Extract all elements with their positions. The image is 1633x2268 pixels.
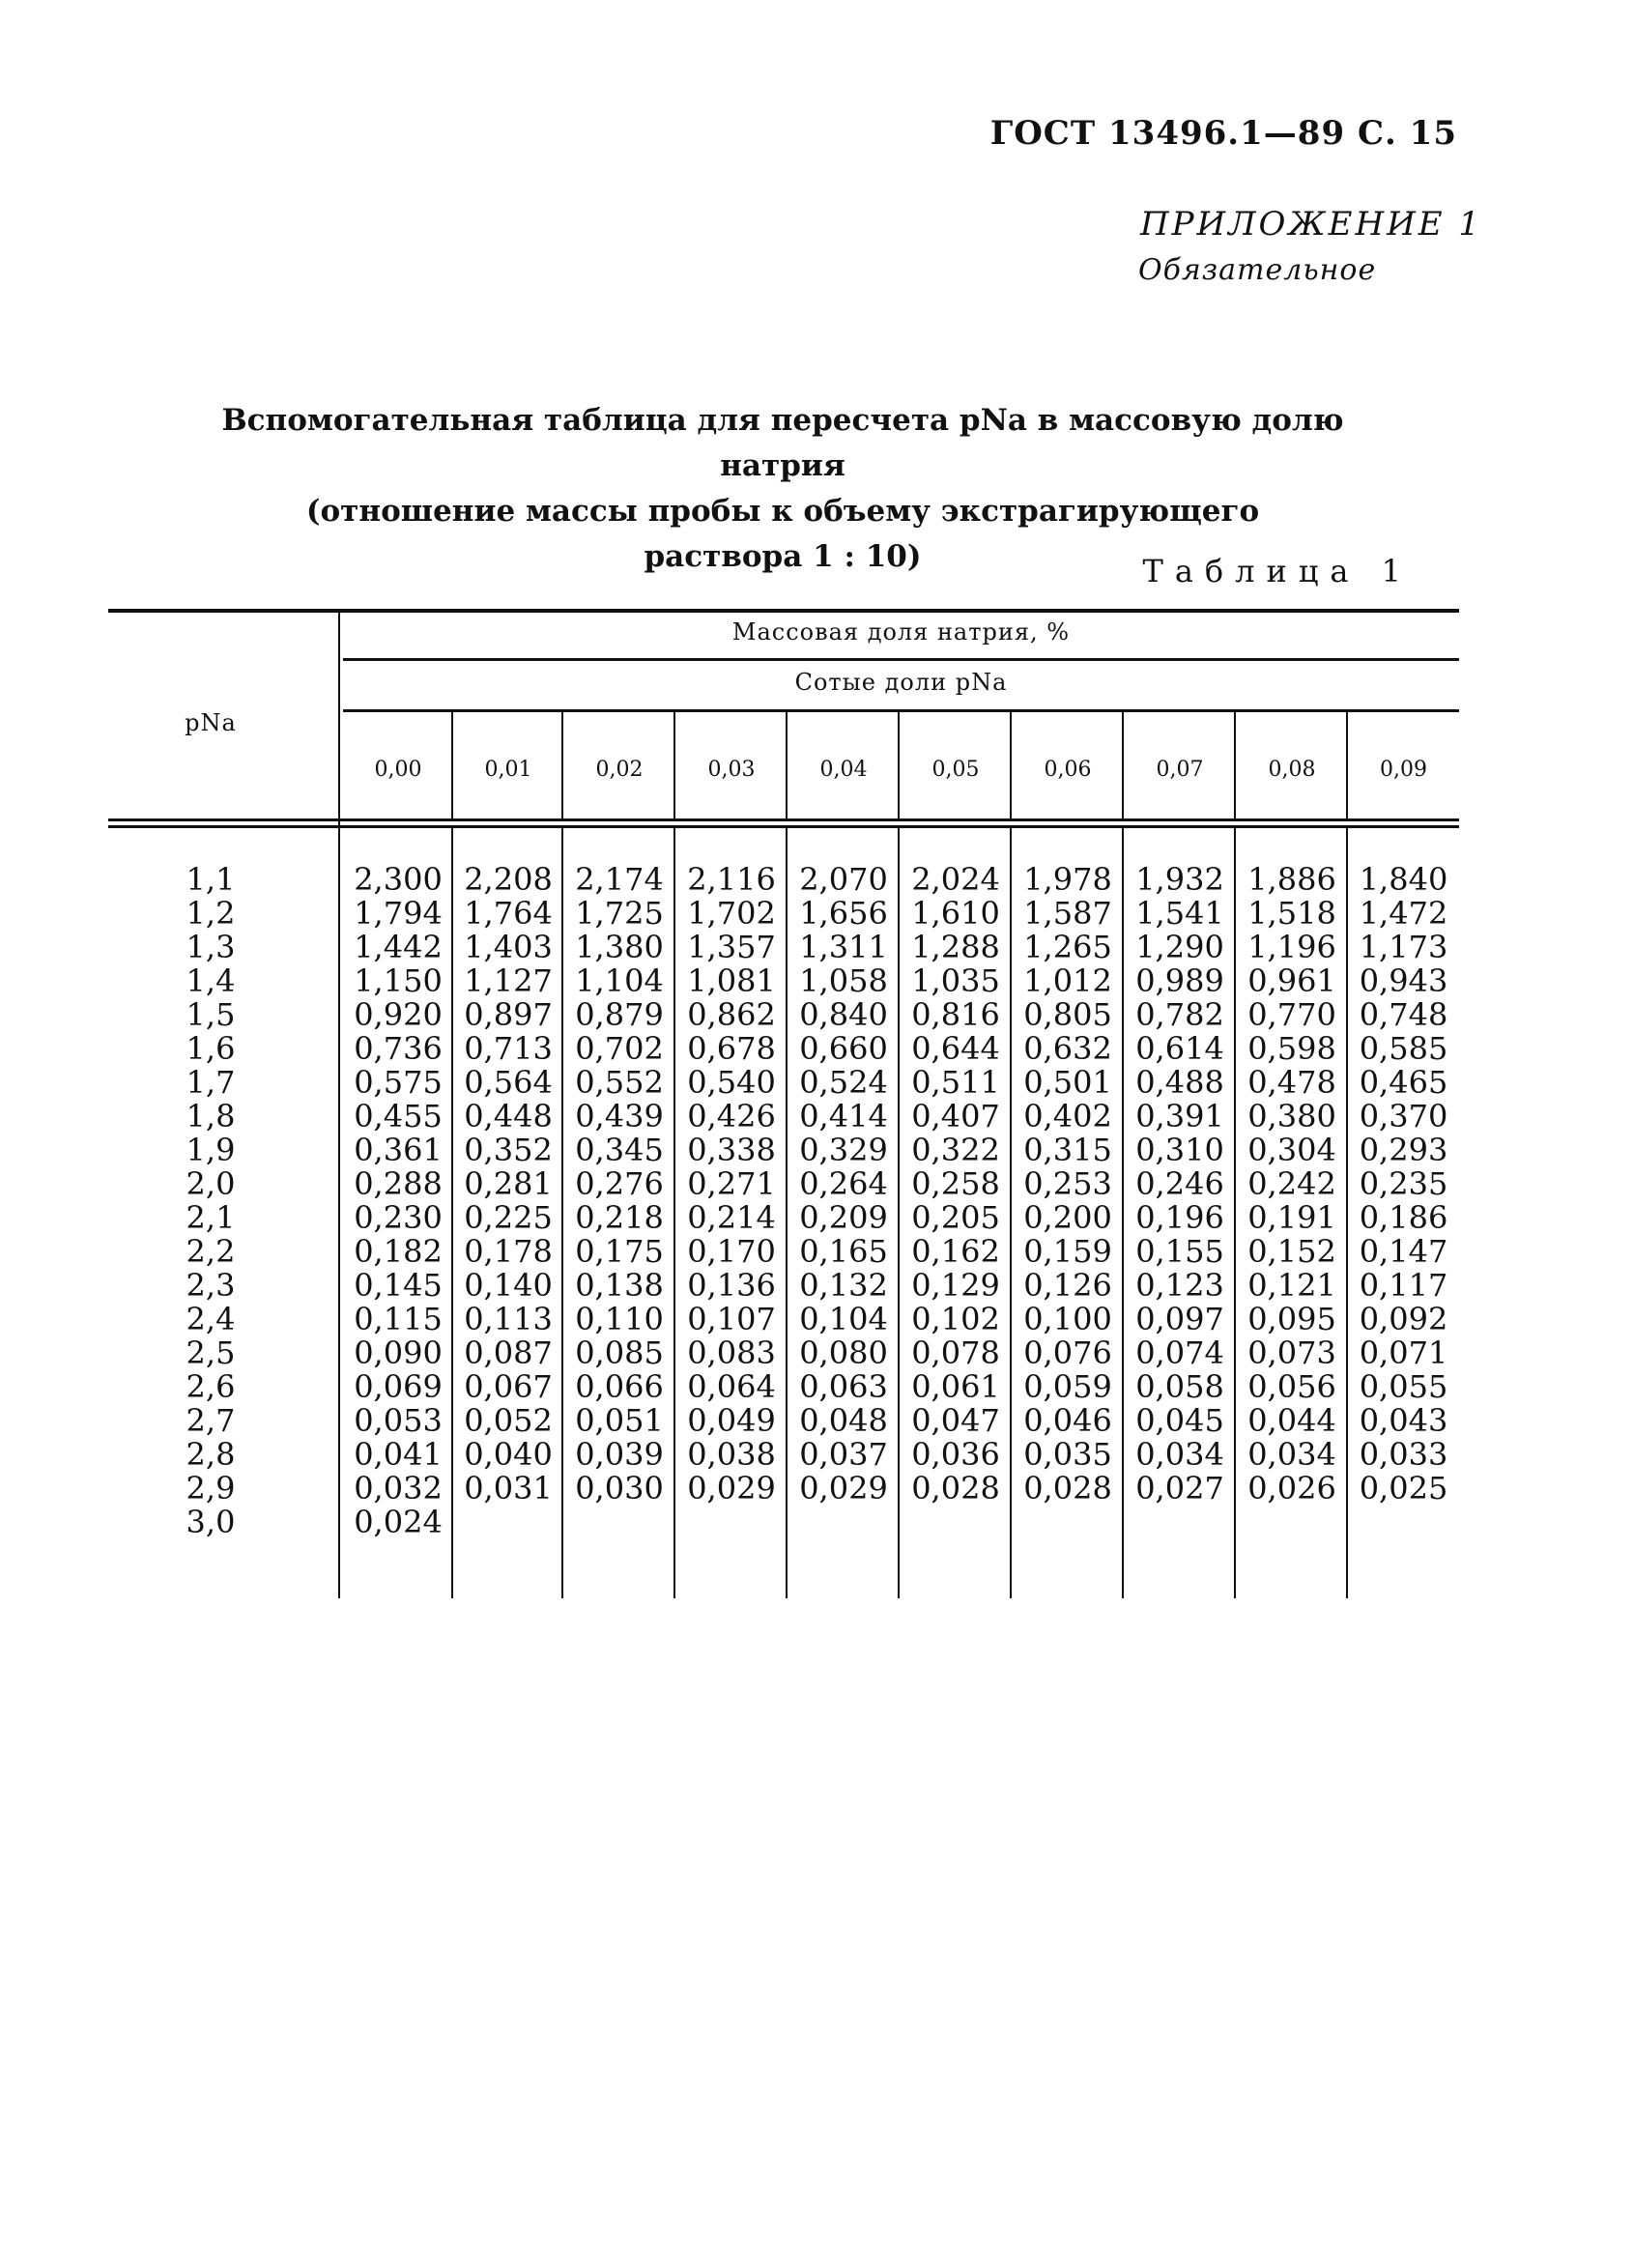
table-cell: 0,329 xyxy=(799,1132,888,1168)
table-cell: 0,024 xyxy=(354,1504,443,1540)
table-cell: 0,076 xyxy=(1023,1335,1112,1371)
column-header: 0,06 xyxy=(1044,758,1092,782)
table-cell: 0,205 xyxy=(911,1199,1000,1236)
table-cell: 0,100 xyxy=(1023,1301,1112,1337)
value-column xyxy=(563,863,675,1539)
table-cell: 1,104 xyxy=(575,962,664,999)
table-cell: 1,702 xyxy=(687,895,776,932)
table-cell: 0,575 xyxy=(354,1064,443,1101)
table-cell: 0,465 xyxy=(1359,1064,1448,1101)
pna-cell: 2,7 xyxy=(186,1402,236,1439)
table-cell: 0,061 xyxy=(911,1368,1000,1405)
table-cell: 1,656 xyxy=(799,895,888,932)
table-cell: 0,107 xyxy=(687,1301,776,1337)
table-cell: 0,276 xyxy=(575,1165,664,1202)
table-cell: 0,943 xyxy=(1359,962,1448,999)
subheader-rule xyxy=(343,709,1459,712)
table-cell: 0,051 xyxy=(575,1402,664,1439)
table-cell: 1,794 xyxy=(354,895,443,932)
table-cell: 1,290 xyxy=(1135,929,1224,965)
table-cell xyxy=(1124,1506,1236,1539)
table-cell: 0,047 xyxy=(911,1402,1000,1439)
table-cell: 0,310 xyxy=(1135,1132,1224,1168)
pna-header: pNa xyxy=(185,709,237,736)
table-cell: 1,587 xyxy=(1023,895,1112,932)
table-cell: 0,095 xyxy=(1247,1301,1336,1337)
table-cell: 0,049 xyxy=(687,1402,776,1439)
table-cell: 0,140 xyxy=(464,1267,553,1304)
table-cell: 0,162 xyxy=(911,1233,1000,1270)
table-cell: 0,083 xyxy=(687,1335,776,1371)
table-cell: 1,472 xyxy=(1359,895,1448,932)
table-cell: 0,644 xyxy=(911,1030,1000,1067)
table-cell: 1,403 xyxy=(464,929,553,965)
table-cell: 0,439 xyxy=(575,1098,664,1134)
table-cell: 0,113 xyxy=(464,1301,553,1337)
table-cell: 0,039 xyxy=(575,1436,664,1473)
title-line-1: Вспомогательная таблица для пересчета pNa в массовую долю натрия xyxy=(221,403,1344,483)
table-cell: 0,129 xyxy=(911,1267,1000,1304)
pna-cell: 3,0 xyxy=(186,1504,236,1540)
table-cell: 0,069 xyxy=(354,1368,443,1405)
table-cell: 1,380 xyxy=(575,929,664,965)
table-cell: 0,035 xyxy=(1023,1436,1112,1473)
pna-values-column xyxy=(162,863,259,1539)
table-cell: 0,840 xyxy=(799,996,888,1033)
table-cell: 0,038 xyxy=(687,1436,776,1473)
table-cell: 0,782 xyxy=(1135,996,1224,1033)
table-cell: 1,541 xyxy=(1135,895,1224,932)
table-cell: 0,196 xyxy=(1135,1199,1224,1236)
table-cell: 0,345 xyxy=(575,1132,664,1168)
table-cell: 0,632 xyxy=(1023,1030,1112,1067)
group-header: Массовая доля натрия, % xyxy=(731,618,1071,646)
table-cell: 2,174 xyxy=(575,861,664,898)
table-cell: 0,045 xyxy=(1135,1402,1224,1439)
table-cell: 0,063 xyxy=(799,1368,888,1405)
table-cell: 1,886 xyxy=(1247,861,1336,898)
table-cell: 1,081 xyxy=(687,962,776,999)
table-cell: 0,026 xyxy=(1247,1470,1336,1507)
table-cell: 0,678 xyxy=(687,1030,776,1067)
table-cell: 0,126 xyxy=(1023,1267,1112,1304)
table-cell: 0,046 xyxy=(1023,1402,1112,1439)
table-cell: 1,035 xyxy=(911,962,1000,999)
pna-cell: 2,3 xyxy=(186,1267,236,1304)
value-column xyxy=(1348,863,1459,1539)
value-column xyxy=(1012,863,1124,1539)
table-cell: 0,264 xyxy=(799,1165,888,1202)
table-cell: 0,209 xyxy=(799,1199,888,1236)
table-cell: 0,315 xyxy=(1023,1132,1112,1168)
table-cell: 0,805 xyxy=(1023,996,1112,1033)
table-cell: 1,127 xyxy=(464,962,553,999)
table-cell: 0,085 xyxy=(575,1335,664,1371)
table-cell: 1,357 xyxy=(687,929,776,965)
table-cell: 0,488 xyxy=(1135,1064,1224,1101)
pna-cell: 1,6 xyxy=(186,1030,236,1067)
table-cell: 1,058 xyxy=(799,962,888,999)
table-cell: 0,056 xyxy=(1247,1368,1336,1405)
table-cell: 1,265 xyxy=(1023,929,1112,965)
pna-cell: 2,4 xyxy=(186,1301,236,1337)
table-cell: 0,087 xyxy=(464,1335,553,1371)
table-cell: 0,218 xyxy=(575,1199,664,1236)
table-cell: 0,110 xyxy=(575,1301,664,1337)
table-cell: 0,989 xyxy=(1135,962,1224,999)
table-cell: 0,200 xyxy=(1023,1199,1112,1236)
table-cell: 0,564 xyxy=(464,1064,553,1101)
table-cell: 0,862 xyxy=(687,996,776,1033)
table-cell: 0,736 xyxy=(354,1030,443,1067)
pna-cell: 2,6 xyxy=(186,1368,236,1405)
table-cell: 0,253 xyxy=(1023,1165,1112,1202)
table-cell: 0,053 xyxy=(354,1402,443,1439)
table-cell: 0,030 xyxy=(575,1470,664,1507)
pna-cell: 1,9 xyxy=(186,1132,236,1168)
table-cell: 0,748 xyxy=(1359,996,1448,1033)
table-cell: 0,102 xyxy=(911,1301,1000,1337)
group-header-rule xyxy=(343,658,1459,661)
table-cell: 0,138 xyxy=(575,1267,664,1304)
appendix-status: Обязательное xyxy=(1138,253,1377,287)
table-cell: 0,370 xyxy=(1359,1098,1448,1134)
table-cell: 0,281 xyxy=(464,1165,553,1202)
pna-cell: 1,7 xyxy=(186,1064,236,1101)
table-cell: 0,352 xyxy=(464,1132,553,1168)
table-cell: 0,025 xyxy=(1359,1470,1448,1507)
table-cell: 0,147 xyxy=(1359,1233,1448,1270)
table-cell: 0,426 xyxy=(687,1098,776,1134)
table-cell: 0,501 xyxy=(1023,1064,1112,1101)
pna-column-divider xyxy=(338,613,340,1598)
table-cell: 0,145 xyxy=(354,1267,443,1304)
table-cell: 1,932 xyxy=(1135,861,1224,898)
table-cell: 0,028 xyxy=(911,1470,1000,1507)
header-bottom-rule-2 xyxy=(108,825,1459,828)
table-cell: 0,055 xyxy=(1359,1368,1448,1405)
table-cell: 1,173 xyxy=(1359,929,1448,965)
table-cell: 0,071 xyxy=(1359,1335,1448,1371)
table-cell: 0,225 xyxy=(464,1199,553,1236)
table-cell: 0,043 xyxy=(1359,1402,1448,1439)
table-cell: 0,034 xyxy=(1247,1436,1336,1473)
table-cell: 1,288 xyxy=(911,929,1000,965)
table-cell: 0,052 xyxy=(464,1402,553,1439)
table-cell: 0,288 xyxy=(354,1165,443,1202)
table-cell: 0,028 xyxy=(1023,1470,1112,1507)
table-cell: 0,155 xyxy=(1135,1233,1224,1270)
column-header: 0,01 xyxy=(484,758,532,782)
header-bottom-rule xyxy=(108,818,1459,821)
table-cell: 1,196 xyxy=(1247,929,1336,965)
table-cell: 1,725 xyxy=(575,895,664,932)
pna-cell: 2,0 xyxy=(186,1165,236,1202)
table-cell: 0,034 xyxy=(1135,1436,1224,1473)
table-cell: 2,208 xyxy=(464,861,553,898)
table-cell: 0,293 xyxy=(1359,1132,1448,1168)
table-cell xyxy=(788,1506,900,1539)
table-cell: 0,702 xyxy=(575,1030,664,1067)
table-cell: 1,610 xyxy=(911,895,1000,932)
table-cell: 1,840 xyxy=(1359,861,1448,898)
table-cell: 0,511 xyxy=(911,1064,1000,1101)
pna-cell: 2,2 xyxy=(186,1233,236,1270)
table-cell: 0,246 xyxy=(1135,1165,1224,1202)
table-cell: 0,614 xyxy=(1135,1030,1224,1067)
table-cell: 0,064 xyxy=(687,1368,776,1405)
subheader: Сотые доли pNa xyxy=(794,669,1008,696)
table-cell: 0,090 xyxy=(354,1335,443,1371)
table-cell: 1,518 xyxy=(1247,895,1336,932)
table-cell: 0,585 xyxy=(1359,1030,1448,1067)
table-cell: 1,978 xyxy=(1023,861,1112,898)
table-cell: 0,058 xyxy=(1135,1368,1224,1405)
table-cell: 0,879 xyxy=(575,996,664,1033)
column-header: 0,03 xyxy=(707,758,756,782)
value-column xyxy=(453,863,563,1539)
table-cell: 0,159 xyxy=(1023,1233,1112,1270)
table-cell: 0,033 xyxy=(1359,1436,1448,1473)
pna-cell: 1,4 xyxy=(186,962,236,999)
table-cell: 2,024 xyxy=(911,861,1000,898)
column-header: 0,04 xyxy=(819,758,868,782)
table-label: Таблица 1 xyxy=(1142,553,1413,589)
table-cell: 0,191 xyxy=(1247,1199,1336,1236)
table-cell xyxy=(900,1506,1012,1539)
table-cell: 0,214 xyxy=(687,1199,776,1236)
column-header: 0,05 xyxy=(931,758,980,782)
pna-cell: 2,8 xyxy=(186,1436,236,1473)
table-cell: 0,132 xyxy=(799,1267,888,1304)
table-cell: 0,524 xyxy=(799,1064,888,1101)
table-cell: 0,078 xyxy=(911,1335,1000,1371)
table-cell: 0,092 xyxy=(1359,1301,1448,1337)
table-cell: 0,897 xyxy=(464,996,553,1033)
table-cell xyxy=(563,1506,675,1539)
pna-cell: 1,5 xyxy=(186,996,236,1033)
title-line-2: (отношение массы пробы к объему экстрагирующего xyxy=(305,494,1260,529)
table-cell: 0,117 xyxy=(1359,1267,1448,1304)
table-cell: 1,764 xyxy=(464,895,553,932)
table-cell: 0,322 xyxy=(911,1132,1000,1168)
column-header: 0,08 xyxy=(1268,758,1316,782)
value-column xyxy=(788,863,900,1539)
table-cell: 0,037 xyxy=(799,1436,888,1473)
table-cell xyxy=(1236,1506,1348,1539)
table-cell: 0,031 xyxy=(464,1470,553,1507)
table-cell: 0,073 xyxy=(1247,1335,1336,1371)
column-header: 0,02 xyxy=(595,758,644,782)
table-cell: 0,338 xyxy=(687,1132,776,1168)
column-header: 0,00 xyxy=(374,758,422,782)
table-cell: 0,136 xyxy=(687,1267,776,1304)
table-cell: 0,097 xyxy=(1135,1301,1224,1337)
table-cell: 0,770 xyxy=(1247,996,1336,1033)
table-cell: 0,242 xyxy=(1247,1165,1336,1202)
table-cell: 0,258 xyxy=(911,1165,1000,1202)
table-cell: 0,036 xyxy=(911,1436,1000,1473)
table-cell: 0,598 xyxy=(1247,1030,1336,1067)
table-cell: 0,178 xyxy=(464,1233,553,1270)
column-header: 0,07 xyxy=(1156,758,1204,782)
pna-cell: 2,1 xyxy=(186,1199,236,1236)
table-cell: 0,121 xyxy=(1247,1267,1336,1304)
pna-cell: 2,9 xyxy=(186,1470,236,1507)
table-cell: 2,116 xyxy=(687,861,776,898)
table-cell: 0,271 xyxy=(687,1165,776,1202)
pna-cell: 2,5 xyxy=(186,1335,236,1371)
table-cell: 0,123 xyxy=(1135,1267,1224,1304)
table-cell: 0,361 xyxy=(354,1132,443,1168)
table-cell: 0,713 xyxy=(464,1030,553,1067)
table-cell: 0,074 xyxy=(1135,1335,1224,1371)
table-cell: 0,066 xyxy=(575,1368,664,1405)
table-cell: 0,175 xyxy=(575,1233,664,1270)
standard-header: ГОСТ 13496.1—89 С. 15 xyxy=(989,114,1457,153)
pna-cell: 1,8 xyxy=(186,1098,236,1134)
table-top-rule xyxy=(108,609,1459,613)
table-cell: 0,170 xyxy=(687,1233,776,1270)
value-column xyxy=(900,863,1012,1539)
table-cell: 0,478 xyxy=(1247,1064,1336,1101)
table-cell: 1,012 xyxy=(1023,962,1112,999)
table-cell: 0,540 xyxy=(687,1064,776,1101)
table-cell: 0,104 xyxy=(799,1301,888,1337)
table-cell: 0,029 xyxy=(799,1470,888,1507)
table-cell: 0,165 xyxy=(799,1233,888,1270)
pna-cell: 1,2 xyxy=(186,895,236,932)
table-cell: 0,552 xyxy=(575,1064,664,1101)
table-cell: 0,186 xyxy=(1359,1199,1448,1236)
table-cell xyxy=(675,1506,788,1539)
table-cell: 0,407 xyxy=(911,1098,1000,1134)
table-cell: 0,402 xyxy=(1023,1098,1112,1134)
value-column xyxy=(675,863,788,1539)
table-cell: 0,048 xyxy=(799,1402,888,1439)
table-cell: 0,235 xyxy=(1359,1165,1448,1202)
table-cell: 0,961 xyxy=(1247,962,1336,999)
table-cell xyxy=(1348,1506,1459,1539)
table-cell: 1,442 xyxy=(354,929,443,965)
table-cell: 0,059 xyxy=(1023,1368,1112,1405)
table-cell: 0,067 xyxy=(464,1368,553,1405)
value-column xyxy=(1124,863,1236,1539)
table-cell: 0,115 xyxy=(354,1301,443,1337)
table-cell: 0,920 xyxy=(354,996,443,1033)
table-cell: 2,300 xyxy=(354,861,443,898)
pna-cell: 1,3 xyxy=(186,929,236,965)
table-cell: 0,391 xyxy=(1135,1098,1224,1134)
table-cell: 0,080 xyxy=(799,1335,888,1371)
table-cell: 0,041 xyxy=(354,1436,443,1473)
table-cell: 0,152 xyxy=(1247,1233,1336,1270)
value-column xyxy=(1236,863,1348,1539)
table-cell: 0,380 xyxy=(1247,1098,1336,1134)
table-cell xyxy=(1012,1506,1124,1539)
pna-cell: 1,1 xyxy=(186,861,236,898)
table-cell: 0,044 xyxy=(1247,1402,1336,1439)
table-cell: 0,040 xyxy=(464,1436,553,1473)
table-cell: 1,150 xyxy=(354,962,443,999)
title-line-3: раствора 1 : 10) xyxy=(644,539,922,574)
table-cell: 0,304 xyxy=(1247,1132,1336,1168)
table-cell: 0,414 xyxy=(799,1098,888,1134)
appendix-title: ПРИЛОЖЕНИЕ 1 xyxy=(1140,205,1483,244)
table-cell: 2,070 xyxy=(799,861,888,898)
column-header: 0,09 xyxy=(1380,758,1427,782)
table-cell: 0,816 xyxy=(911,996,1000,1033)
table-cell: 0,230 xyxy=(354,1199,443,1236)
table-cell: 0,182 xyxy=(354,1233,443,1270)
table-cell: 0,029 xyxy=(687,1470,776,1507)
table-cell: 0,448 xyxy=(464,1098,553,1134)
table-cell: 0,455 xyxy=(354,1098,443,1134)
table-cell: 0,032 xyxy=(354,1470,443,1507)
table-cell: 0,027 xyxy=(1135,1470,1224,1507)
table-cell xyxy=(453,1506,563,1539)
value-column xyxy=(343,863,453,1539)
table-cell: 0,660 xyxy=(799,1030,888,1067)
table-cell: 1,311 xyxy=(799,929,888,965)
